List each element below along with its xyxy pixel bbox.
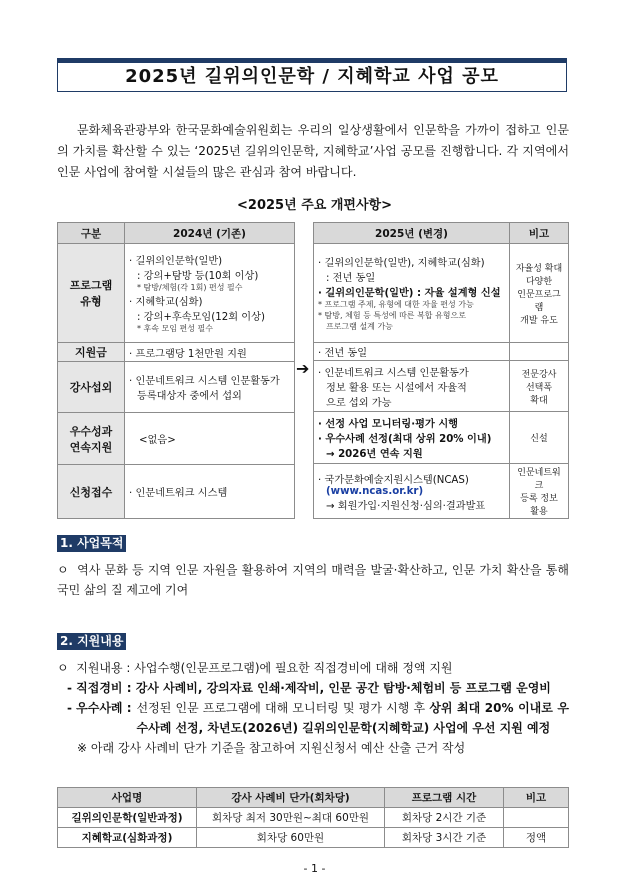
row-cat-grant: 지원금 [58, 343, 125, 362]
fee-col-note: 비고 [504, 788, 569, 808]
row-cat-continuous [58, 413, 125, 465]
line: 정보 활용 또는 시설에서 자율적 [326, 382, 467, 394]
cell-2025-instructor [314, 361, 510, 412]
col-header-2025: 2025년 (변경) [314, 223, 510, 244]
line: * 프로그램 주제, 유형에 대한 자율 편성 가능 [318, 300, 474, 309]
line: · 인문네트워크 시스템 인문활동가 [318, 367, 469, 379]
row-cat-instructor: 강사섭외 [58, 362, 125, 413]
section-1-text: 역사 문화 등 지역 인문 자원을 활용하여 지역의 매력을 발굴·확산하고, 인문 가치 확산을 통해 국민 삶의 질 제고에 기여 [57, 563, 569, 597]
note-text: 인문네트워크 등록 정보 활용 [517, 468, 561, 517]
cell-2024-grant: · 프로그램당 1천만원 지원 [125, 343, 295, 362]
line: * 탐방, 체험 등 특성에 따른 복합 유형으로 [318, 311, 466, 320]
cell-2025-continuous [314, 412, 510, 464]
item-text-wrap [137, 698, 569, 738]
section-1-heading: 1. 사업목적 [57, 535, 126, 552]
table-2024 [57, 222, 295, 519]
note-grant [510, 343, 569, 361]
line-bold: · 길위의인문학(일반) : 자율 설계형 신설 [318, 288, 501, 299]
note-continuous: 신설 [510, 412, 569, 464]
fee-col-time: 프로그램 시간 [385, 788, 504, 808]
line: · 선정 사업 모니터링·평가 시행 [318, 419, 459, 430]
line: → 2026년 연속 지원 [326, 449, 423, 460]
page-number: - 1 - [303, 862, 326, 875]
cell-2024-continuous: <없음> [125, 413, 295, 465]
table-2025 [313, 222, 569, 519]
page-title: 2025년 길위의인문학 / 지혜학교 사업 공모 [57, 62, 567, 92]
item-text: 선정된 인문 프로그램에 대해 모니터링 및 평가 시행 후 [136, 701, 430, 715]
item-label: - 우수사례 : [67, 701, 132, 715]
cell-2024-instructor [125, 362, 295, 413]
cell-2025-grant: · 전년 동일 [314, 343, 510, 361]
line: · 지혜학교(심화) [129, 297, 203, 308]
col-header-category: 구분 [58, 223, 125, 244]
line: 으로 섭외 가능 [326, 397, 392, 409]
line: · 길위의인문학(일반) [129, 256, 223, 267]
item-text-bold: 상위 최대 20% 이내로 우수사례 선정, 차년도(2026년) 길위의인문학(지혜학교) 사업에 우선 지원 예정 [136, 701, 570, 735]
fee-cell: 회차당 최저 30만원~최대 60만원 [197, 808, 385, 828]
note-instructor [510, 361, 569, 412]
item-text: 강사 사례비, 강의자료 인쇄·제작비, 인문 공간 탐방·체험비 등 프로그램 운영비 [135, 681, 551, 695]
changes-title: <2025년 주요 개편사항> [237, 198, 392, 213]
fee-cell: 회차당 60만원 [197, 828, 385, 848]
section-2-body [57, 658, 569, 758]
line: : 강의+후속모임(12회 이상) [137, 312, 265, 323]
line: : 전년 동일 [326, 273, 376, 284]
fee-cell: 정액 [504, 828, 569, 848]
line: * 후속 모임 편성 필수 [137, 324, 213, 333]
cell-2025-application [314, 464, 510, 519]
line: : 강의+탐방 등(10회 이상) [137, 271, 259, 282]
intro-paragraph [57, 120, 569, 183]
note-application [510, 464, 569, 519]
line: 등록대상자 중에서 섭외 [137, 391, 242, 402]
line [318, 284, 505, 299]
cat-label: 우수성과 연속지원 [69, 424, 113, 454]
footnote: ※ 아래 강사 사례비 단가 기준을 참고하여 지원신청서 예산 산출 근거 작성 [77, 741, 466, 755]
fee-col-program: 사업명 [58, 788, 197, 808]
section-2-lead: 지원내용 : 사업수행(인문프로그램)에 필요한 직접경비에 대해 정액 지원 [76, 661, 453, 675]
cell-2024-program [125, 244, 295, 343]
item-label: - 직접경비 : [67, 681, 132, 695]
fee-cell: 지혜학교(심화과정) [58, 828, 197, 848]
cell-2025-program [314, 244, 510, 343]
line: · 우수사례 선정(최대 상위 20% 이내) [318, 434, 492, 445]
fee-cell: 회차당 3시간 기준 [385, 828, 504, 848]
line: 프로그램 설계 가능 [326, 322, 393, 331]
ncas-link[interactable]: (www.ncas.or.kr) [326, 485, 424, 497]
section-2-heading: 2. 지원내용 [57, 633, 126, 650]
note-program [510, 244, 569, 343]
note-text: 전문강사 선택폭 확대 [521, 369, 557, 406]
col-header-note: 비고 [510, 223, 569, 244]
line: * 탐방/체험(각 1회) 편성 필수 [137, 283, 243, 292]
fee-cell [504, 808, 569, 828]
item-best-case [57, 698, 569, 738]
bullet-circle-icon: ㅇ [57, 563, 78, 577]
line: · 길위의인문학(일반), 지혜학교(심화) [318, 258, 485, 269]
fee-table [57, 787, 569, 848]
intro-text: 문화체육관광부와 한국문화예술위원회는 우리의 일상생활에서 인문학을 가까이 접하고 인문의 가치를 확산할 수 있는 ‘2025년 길위의인문학, 지혜학교’사업 공모를 진행합니다. 각 지역에서 인문 사업에 참여할 시설들의 많은 관심과 참여 바랍니다. [57, 123, 569, 179]
line: · 국가문화예술지원시스템(NCAS) [318, 474, 469, 486]
table-row [58, 828, 569, 848]
table-row [58, 808, 569, 828]
cat-label: 프로그램 유형 [69, 279, 113, 308]
fee-col-fee: 강사 사례비 단가(회차당) [197, 788, 385, 808]
fee-cell: 길위의인문학(일반과정) [58, 808, 197, 828]
right-arrow-icon: ➔ [296, 359, 310, 378]
bullet-circle-icon: ㅇ [57, 661, 77, 675]
fee-cell: 회차당 2시간 기준 [385, 808, 504, 828]
line: · 인문네트워크 시스템 인문활동가 [129, 376, 280, 387]
item-direct-cost [57, 678, 569, 698]
col-header-2024: 2024년 (기존) [125, 223, 295, 244]
row-cat-program [58, 244, 125, 343]
section-2-lead-row [57, 658, 569, 678]
row-cat-application: 신청접수 [58, 465, 125, 519]
note-text: 자율성 확대 다양한 인문프로그램 개발 유도 [515, 263, 563, 326]
line: → 회원가입·지원신청·심의·결과발표 [326, 500, 486, 512]
cell-2024-application: · 인문네트워크 시스템 [125, 465, 295, 519]
section-1-body [57, 560, 569, 600]
